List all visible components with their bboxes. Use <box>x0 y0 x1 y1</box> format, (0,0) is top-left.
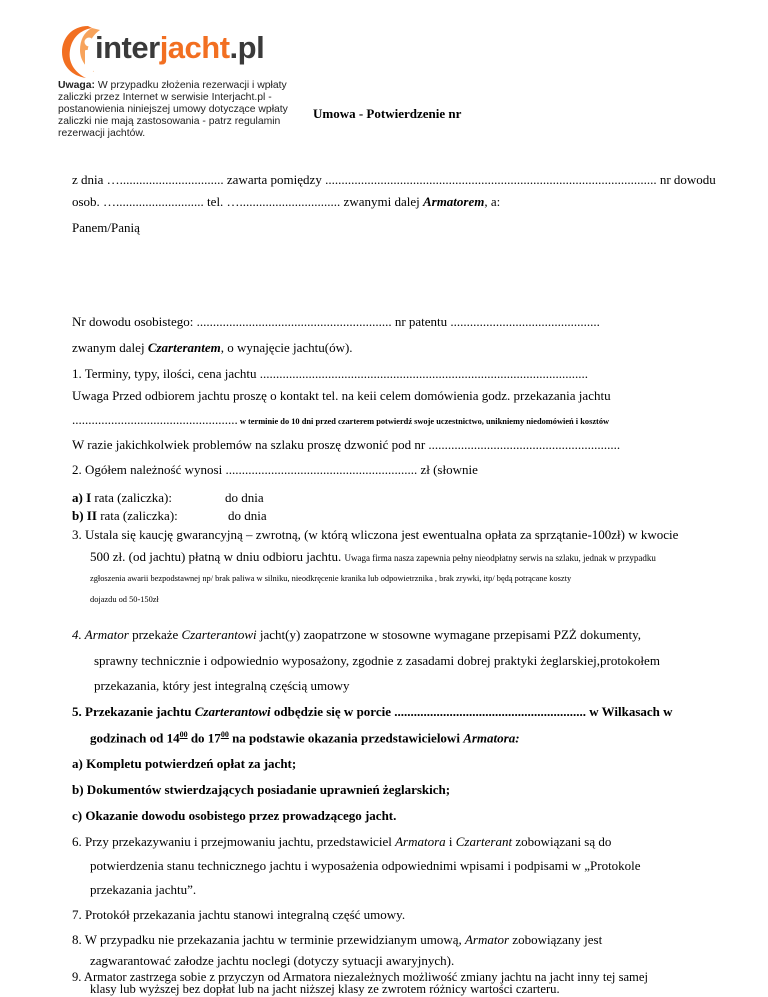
clause-3-note-end: dojazdu od 50-150zł <box>90 595 159 604</box>
line-charterer: zwanym dalej Czarterantem, o wynajęcie jachtu(ów). <box>72 340 353 355</box>
clause-6-cont: potwierdzenia stanu technicznego jachtu i wyposażenia odpowiednimi wpisami i podpisami w „Protokole <box>90 858 641 873</box>
logo-wordmark: interjacht.pl <box>95 30 265 65</box>
installment-1-due: do dnia <box>225 490 264 505</box>
clause-3-amount: 500 zł. (od jachtu) płatną w dniu odbioru jachtu. Uwaga firma nasza zapewnia pełny nieodpłatny serwis na szlaku, jednak w przypadku <box>90 549 656 564</box>
installment-2: b) II rata (zaliczka): <box>72 508 178 523</box>
clause-6: 6. Przy przekazywaniu i przejmowaniu jachtu, przedstawiciel Armatora i Czarterant zobowiązani są do <box>72 834 612 849</box>
clause-4-cont: sprawny technicznie i odpowiednio wyposażony, zgodnie z zasadami dobrej praktyki żeglarskiej,protokołem <box>94 653 660 668</box>
clause-2-total: 2. Ogółem należność wynosi ........................................................... zł (słownie <box>72 462 478 477</box>
clause-5c: c) Okazanie dowodu osobistego przez prowadzącego jacht. <box>72 808 397 823</box>
line-note-confirm: ................................................... w terminie do 10 dni przed czarterem potwierdź swoje uczestnictwo, unikniemy niedomówień i kosztów <box>72 412 610 427</box>
line-note-contact: Uwaga Przed odbiorem jachtu proszę o kontakt tel. na keii celem domówienia godz. przekazania jachtu <box>72 388 611 403</box>
line-emergency-phone: W razie jakichkolwiek problemów na szlaku proszę dzwonić pod nr ........................................................... <box>72 437 621 452</box>
clause-9: 9. Armator zastrzega sobie z przyczyn od Armatora niezależnych możliwość zmiany jachtu na jacht inny tej samej <box>72 970 648 984</box>
notice-text: W przypadku złożenia rezerwacji i wpłaty zaliczki przez Internet w serwisie Interjacht.pl - postanowienia niniejszej umowy dotyczące wpłaty zaliczki nie mają zastosowania - patrz regulamin rezerwacji jachtów. <box>58 80 288 139</box>
line-id-phone: osob. …........................... tel. …............................... zwanymi dalej Armatorem, a: <box>72 194 501 209</box>
clause-6-end: przekazania jachtu”. <box>90 882 197 897</box>
clause-3-deposit: 3. Ustala się kaucję gwarancyjną – zwrotną, (w którą wliczona jest ewentualna opłata za sprzątanie-100zł) w kwocie <box>72 527 679 542</box>
notice-label: Uwaga: <box>58 80 95 91</box>
line-date-parties: z dnia …................................ zawarta pomiędzy ...................................................................................................... nr dowodu <box>72 172 716 187</box>
clause-5b: b) Dokumentów stwierdzających posiadanie uprawnień żeglarskich; <box>72 782 451 797</box>
clause-4: 4. Armator przekaże Czarterantowi jacht(y) zaopatrzone w stosowne wymagane przepisami PZŻ dokumenty, <box>72 627 641 642</box>
installment-2-due: do dnia <box>228 508 267 523</box>
clause-1-dates: 1. Terminy, typy, ilości, cena jachtu ..................................................................................................... <box>72 366 589 381</box>
clause-4-end: przekazania, który jest integralną częścią umowy <box>94 678 350 693</box>
reservation-notice <box>58 80 313 140</box>
clause-8-cont: zagwarantować załodze jachtu noclegi (dotyczy sytuacji awaryjnych). <box>90 953 455 968</box>
clause-3-note: zgłoszenia awarii bezpodstawnej np/ brak paliwa w silniku, nieodkręcenie kranika lub odpowietrznika , brak zrywki, itp/ będą potrącane koszty <box>90 574 572 583</box>
clause-5-hours: godzinach od $14^{00}$ do $17^{00}$ na podstawie okazania przedstawicielowi Armatora: <box>90 730 520 746</box>
line-mr-mrs: Panem/Panią <box>72 220 140 235</box>
document-title: Umowa - Potwierdzenie nr <box>313 106 462 121</box>
installment-1: a) I rata (zaliczka): <box>72 490 172 505</box>
clause-8: 8. W przypadku nie przekazania jachtu w terminie przewidzianym umową, Armator zobowiązany jest <box>72 932 603 947</box>
clause-9-cont: klasy lub wyższej bez dopłat lub na jacht niższej klasy ze zwrotem różnicy wartości czarteru. <box>90 982 560 996</box>
clause-7: 7. Protokół przekazania jachtu stanowi integralną część umowy. <box>72 907 406 922</box>
line-id-patent: Nr dowodu osobistego: ............................................................ nr patentu .............................................. <box>72 314 600 329</box>
clause-5: 5. Przekazanie jachtu Czarterantowi odbędzie się w porcie ........................................................... w Wilkasach w <box>72 704 673 719</box>
clause-5a: a) Kompletu potwierdzeń opłat za jacht; <box>72 756 297 771</box>
